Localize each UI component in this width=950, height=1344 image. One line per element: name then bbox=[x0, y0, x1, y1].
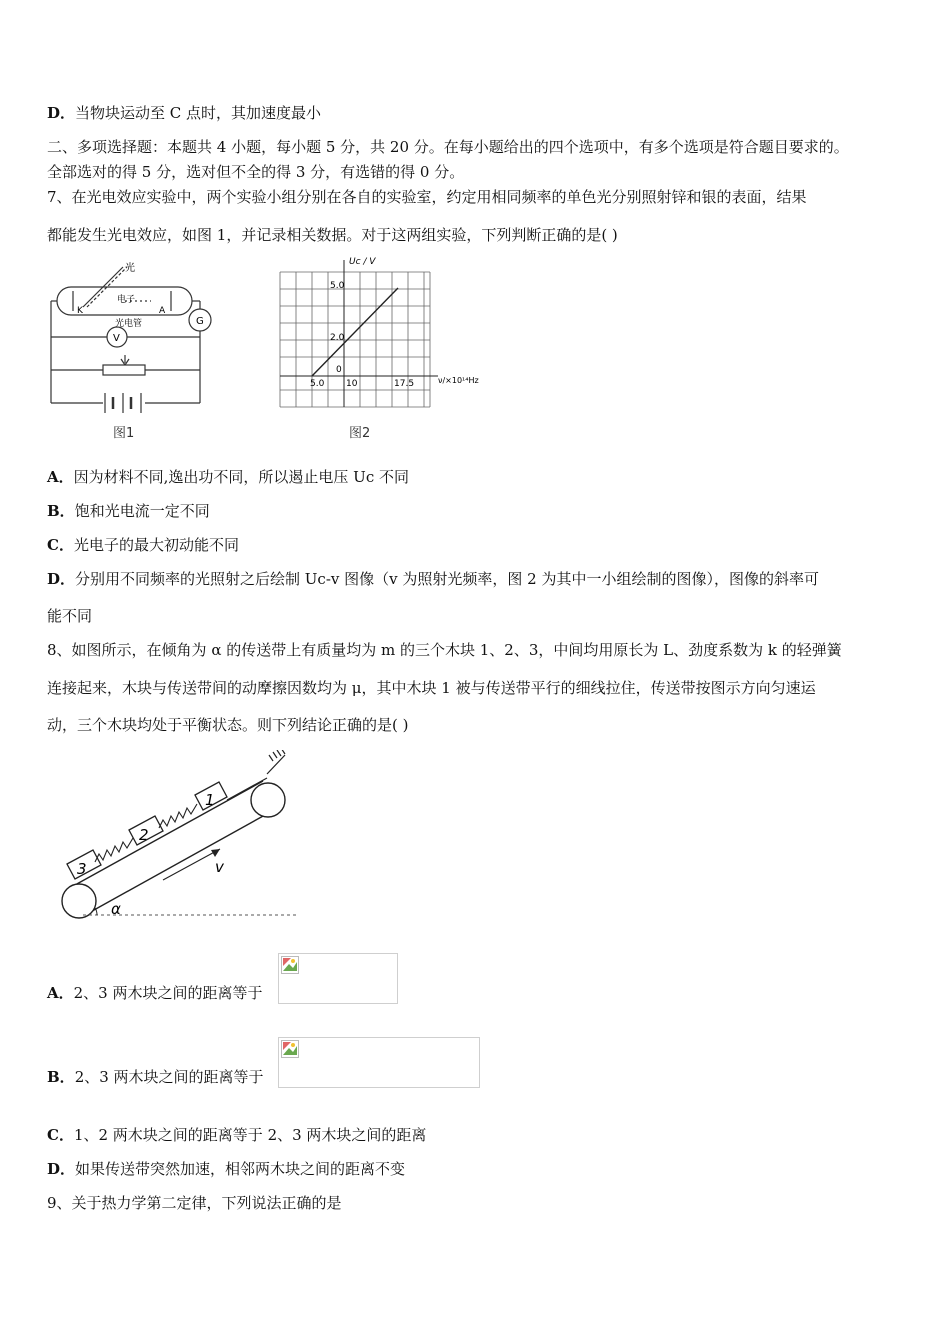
x-tick-10: 10 bbox=[346, 379, 358, 389]
block-1-label: 1 bbox=[205, 791, 215, 809]
broken-image-icon bbox=[281, 1040, 299, 1058]
q7-option-d-line2: 能不同 bbox=[47, 607, 93, 625]
formula-image-a bbox=[278, 953, 398, 1004]
q7-stem-line2: 都能发生光电效应，如图 1，并记录相关数据。对于这两组实验，下列判断正确的是( ) bbox=[47, 226, 618, 244]
x-tick-5: 5.0 bbox=[310, 379, 325, 389]
electron-label: 电子 bbox=[117, 295, 136, 305]
x-tick-17-5: 17.5 bbox=[394, 379, 415, 389]
section2-instructions-line1: 二、多项选择题：本题共 4 小题，每小题 5 分，共 20 分。在每小题给出的四个选项中，有多个选项是符合题目要求的。 bbox=[47, 138, 849, 156]
spring-1-2 bbox=[159, 804, 197, 828]
fixed-wall-icon bbox=[267, 750, 285, 774]
rheostat-icon bbox=[103, 365, 145, 375]
upper-pulley bbox=[251, 783, 285, 817]
q8-stem-line3: 动，三个木块均处于平衡状态。则下列结论正确的是( ) bbox=[47, 716, 409, 734]
cathode-label: K bbox=[77, 306, 83, 316]
angle-label: α bbox=[111, 900, 121, 918]
block-3-label: 3 bbox=[77, 860, 87, 878]
x-axis-label: ν/×10¹⁴Hz bbox=[438, 376, 479, 385]
belt-upper bbox=[75, 781, 263, 885]
galvanometer-label: G bbox=[196, 316, 204, 327]
formula-image-b bbox=[278, 1037, 480, 1088]
q8-option-d: D．如果传送带突然加速，相邻两木块之间的距离不变 bbox=[47, 1160, 406, 1178]
figure1-circuit-diagram bbox=[45, 255, 225, 445]
q7-option-c: C．光电子的最大初动能不同 bbox=[47, 536, 239, 554]
y-tick-0: 0 bbox=[336, 365, 342, 375]
tube-label: 光电管 bbox=[115, 319, 143, 329]
y-tick-5: 5.0 bbox=[330, 281, 345, 291]
q7-option-a: A．因为材料不同,逸出功不同，所以遏止电压 Uc 不同 bbox=[47, 468, 409, 486]
q9-stem: 9、关于热力学第二定律，下列说法正确的是 bbox=[47, 1194, 342, 1212]
anode-label: A bbox=[159, 306, 166, 316]
figure2-caption: 图2 bbox=[349, 426, 371, 441]
belt-lower bbox=[85, 805, 283, 915]
velocity-label: v bbox=[215, 858, 224, 876]
figure1-caption: 图1 bbox=[113, 426, 135, 441]
voltmeter-label: V bbox=[113, 333, 120, 344]
q8-option-b: B．2、3 两木块之间的距离等于 bbox=[47, 1068, 264, 1086]
q7-stem-line1: 7、在光电效应实验中，两个实验小组分别在各自的实验室，约定用相同频率的单色光分别照射锌和银的表面，结果 bbox=[47, 188, 807, 206]
q7-option-b: B．饱和光电流一定不同 bbox=[47, 502, 210, 520]
light-label: 光 bbox=[125, 263, 135, 274]
figure3-conveyor-diagram bbox=[55, 750, 305, 925]
section2-instructions-line2: 全部选对的得 5 分，选对但不全的得 3 分，有选错的得 0 分。 bbox=[47, 163, 465, 181]
battery-icon bbox=[105, 393, 141, 413]
y-axis-label: Uc / V bbox=[349, 257, 376, 267]
q6-option-d: D．当物块运动至 C 点时，其加速度最小 bbox=[47, 104, 322, 122]
y-tick-2: 2.0 bbox=[330, 333, 345, 343]
q8-option-c: C．1、2 两木块之间的距离等于 2、3 两木块之间的距离 bbox=[47, 1126, 427, 1144]
q7-option-d-line1: D．分别用不同频率的光照射之后绘制 Uc-v 图像（v 为照射光频率，图 2 为其中一小组绘制的图像），图像的斜率可 bbox=[47, 570, 819, 588]
block-2-label: 2 bbox=[139, 826, 149, 844]
q8-option-a: A．2、3 两木块之间的距离等于 bbox=[47, 984, 263, 1002]
q8-stem-line1: 8、如图所示，在倾角为 α 的传送带上有质量均为 m 的三个木块 1、2、3，中间均用原长为 L、劲度系数为 k 的轻弹簧 bbox=[47, 641, 842, 659]
lower-pulley bbox=[62, 884, 96, 918]
broken-image-icon bbox=[281, 956, 299, 974]
q8-stem-line2: 连接起来，木块与传送带间的动摩擦因数均为 μ，其中木块 1 被与传送带平行的细线拉住，传送带按图示方向匀速运 bbox=[47, 679, 816, 697]
spring-2-3 bbox=[95, 838, 133, 862]
uc-v-line bbox=[312, 288, 398, 376]
figure2-uc-v-graph bbox=[262, 252, 502, 417]
velocity-arrow bbox=[163, 849, 220, 880]
